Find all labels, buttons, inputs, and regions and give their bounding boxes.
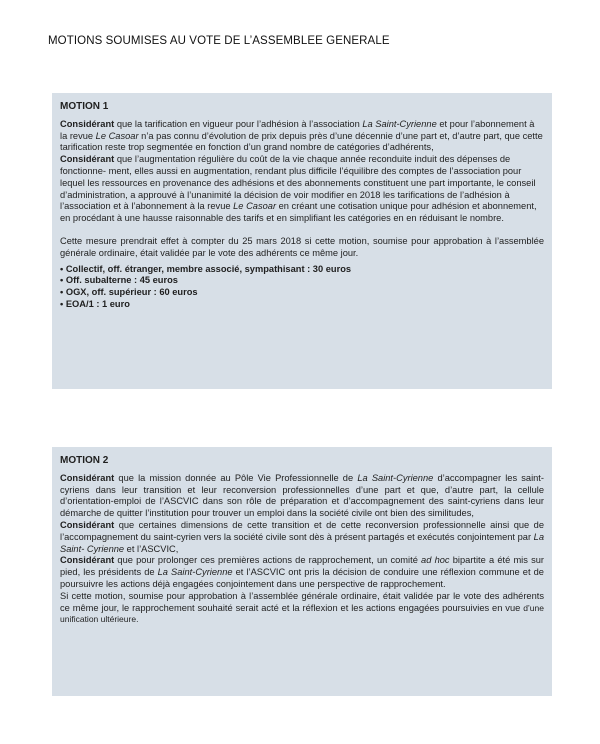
page-title: MOTIONS SOUMISES AU VOTE DE L’ASSEMBLEE GENERALE [48,35,390,47]
motion-1-paragraph-2: Considérant que l’augmentation régulière du coût de la vie chaque année reconduite induit des dépenses de fonctionne- ment, elles aussi en augmentation, rendant plus difficile l’équilibre des comptes de l’association pour lequel les ressources en provenance des adhésions et des abonnements constituent une part importante, le conseil d’administration, a approuvé à l’unanimité la décision de voir modifier en 2018 les tarifications de l’adhésion à l’association et à l’abonnement à la revue Le Casoar en créant une cotisation unique pour adhésion et abonnement, en procédant à une hausse raisonnable des tarifs et en simplifiant les catégories en en réduisant le nombre. [60,154,537,224]
motion-2-paragraph-3: Considérant que pour prolonger ces premières actions de rapprochement, un comité ad hoc bipartite a été mis sur pied, les présidents de La Saint-Cyrienne et l’ASCVIC ont pris la décision de conduire une réflexion commune et de poursuivre les actions déjà engagées conjointement dans une perspective de rapprochement. [60,555,544,589]
motion-1-title: MOTION 1 [60,101,109,112]
tariff-list [60,264,544,311]
motion-1-box [52,93,552,389]
tariff-item: • Off. subalterne : 45 euros [60,275,544,287]
motion-2-paragraph-2: Considérant que certaines dimensions de cette transition et de cette reconversion professionnelle ainsi que de l’accompagnement du saint-cyrien vers la société civile sont dès à présent partagés et exécutés conjointement par La Saint- Cyrienne et l’ASCVIC, [60,519,544,554]
motion-1-paragraph-3: Cette mesure prendrait effet à compter du 25 mars 2018 si cette motion, soumise pour approbation à l’assemblée générale ordinaire, était validée par le vote des adhérents ce même jour. [60,235,544,258]
motion-2-box [52,447,552,696]
tariff-item: • OGX, off. supérieur : 60 euros [60,287,544,299]
motion-1-paragraph-1: Considérant que la tarification en vigueur pour l’adhésion à l’association La Saint-Cyrienne et pour l’abonnement à la revue Le Casoar n’a pas connu d’évolution de prix depuis près d’une décennie d’une part et, d’autre part, que cette tarification reste trop segmentée en fonction d’un grand nombre de catégories d’adhérents, [60,118,543,153]
motion-2-paragraph-4: Si cette motion, soumise pour approbation à l’assemblée générale ordinaire, était validée par le vote des adhérents ce même jour, le rapprochement souhaité serait acté et la réflexion et les actions engagées poursuivies en vue d’une unification ultérieure. [60,590,544,625]
motion-2-title: MOTION 2 [60,455,109,466]
tariff-item: • EOA/1 : 1 euro [60,299,544,311]
motion-2-paragraph-1: Considérant que la mission donnée au Pôle Vie Professionnelle de La Saint-Cyrienne d’accompagner les saint-cyriens dans leur transition et leur reconversion professionnelles d’une part et que, d’autre part, la cellule d’orientation-emploi de l’ASCVIC dans son rôle de préparation et d’accompagnement des saint-cyriens dans leur démarche de quitter l’institution pour trouver un emploi dans la société civile ont bien des similitudes, [60,472,544,519]
tariff-item: • Collectif, off. étranger, membre associé, sympathisant : 30 euros [60,264,544,276]
